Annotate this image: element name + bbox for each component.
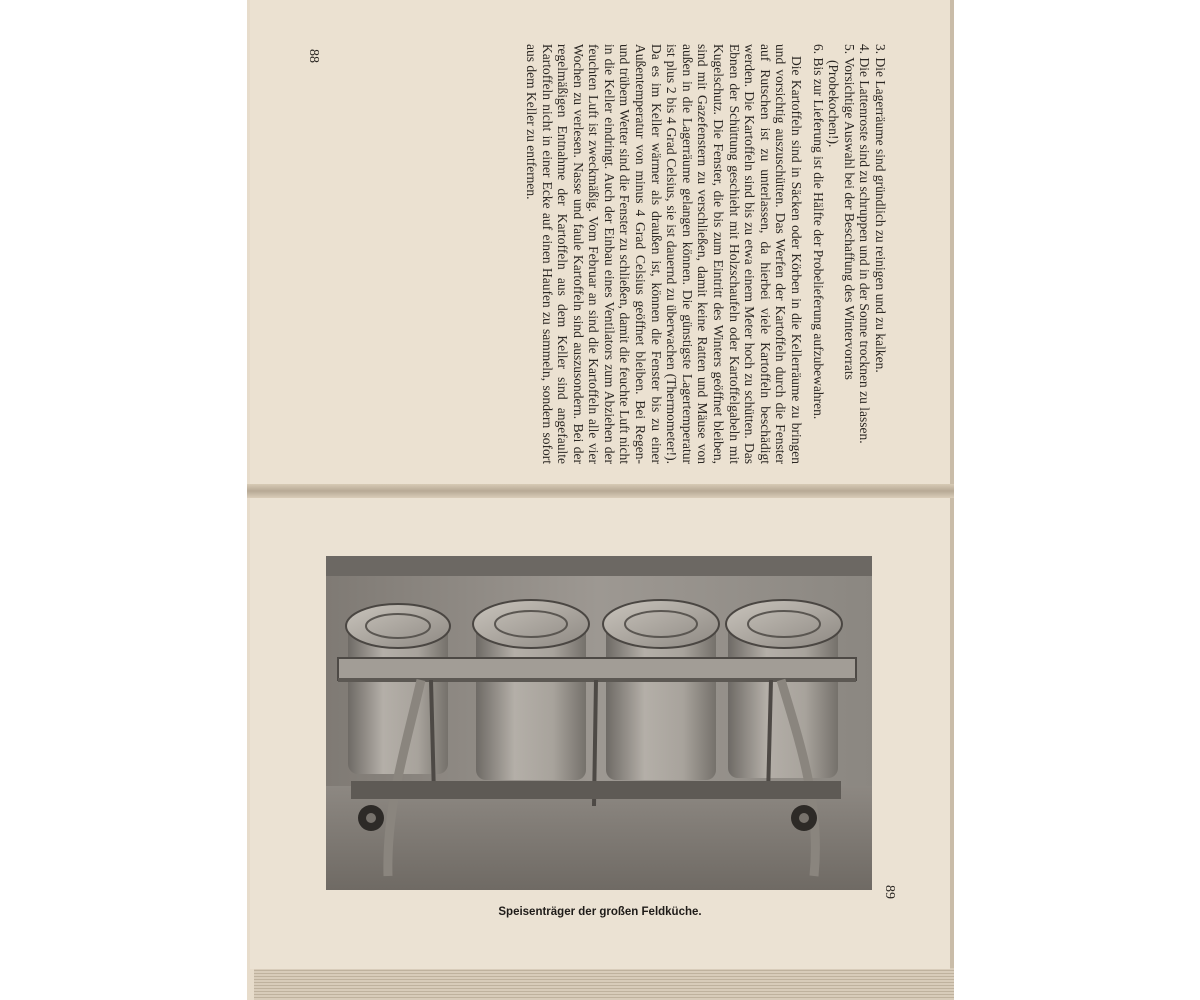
list-item: 5. Vorsichtige Auswahl bei der Beschaffung des Wintervorrats (Probekochen!).: [826, 44, 857, 380]
list-item: 6. Bis zur Lieferung ist die Hälfte der Probelieferung aufzubewahren.: [810, 44, 826, 420]
photo-food-containers: [326, 556, 872, 890]
list-item: 3. Die Lagerräume sind gründlich zu reinigen und zu kalken.: [873, 44, 888, 373]
body-paragraph: Die Kartoffeln sind in Säcken oder Körben in die Kellerräume zu bringen und vorsichtig auszuschütten. Das Werfen der Kartoffeln durch die Fenster auf Rutschen ist zu unterlassen, da hierbei viele Kartoffeln beschädigt werden. Die Kartoffeln sind bis zu etwa einem Meter hoch zu schütten. Das Ebnen der Schüttung geschieht mit Holzschaufeln oder Kartoffelgabeln mit Kugelschutz. Die Fenster, die bis zum Eintritt des Winters geöffnet bleiben, sind mit Gazefenstern zu verschließen, damit keine Ratten und Mäuse von außen in die Lagerräume gelangen können. Die günstigste Lagertemperatur ist plus 2 bis 4 Grad Celsius, sie ist dauernd zu überwachen (Thermometer!). Da es im Keller wärmer als draußen ist, können die Fenster bis zu einer Außentemperatur von minus 4 Grad Celsius geöffnet bleiben. Bei Regen- und trübem Wetter sind die Fenster zu schließen, damit die feuchte Luft nicht in die Keller eindringt. Auch der Einbau eines Ventilators zum Abziehen der feuchten Luft ist zweckmäßig. Vom Februar an sind die Kartoffeln alle vier Wochen zu verlesen. Nasse und faule Kartoffeln sind auszusondern. Bei der regelmäßigen Entnahme der Kartoffeln aus dem Keller sind angefaulte Kartoffeln nicht in einer Ecke auf einen Haufen zu sammeln, sondern sofort aus dem Keller zu entfernen.: [523, 44, 805, 464]
container-2: [473, 600, 589, 780]
book-edge-right: [950, 0, 954, 1000]
page-number-right: 89: [882, 885, 897, 899]
figure-caption: Speisenträger der großen Feldküche.: [498, 906, 702, 918]
page-number-left: 88: [306, 49, 321, 63]
text-block: [378, 44, 888, 464]
container-3: [603, 600, 719, 780]
book-page-edges: [254, 968, 954, 1000]
list-item: 4. Die Lattenroste sind zu schruppen und in der Sonne trocknen zu lassen.: [857, 44, 873, 444]
book-gutter: [247, 484, 954, 498]
